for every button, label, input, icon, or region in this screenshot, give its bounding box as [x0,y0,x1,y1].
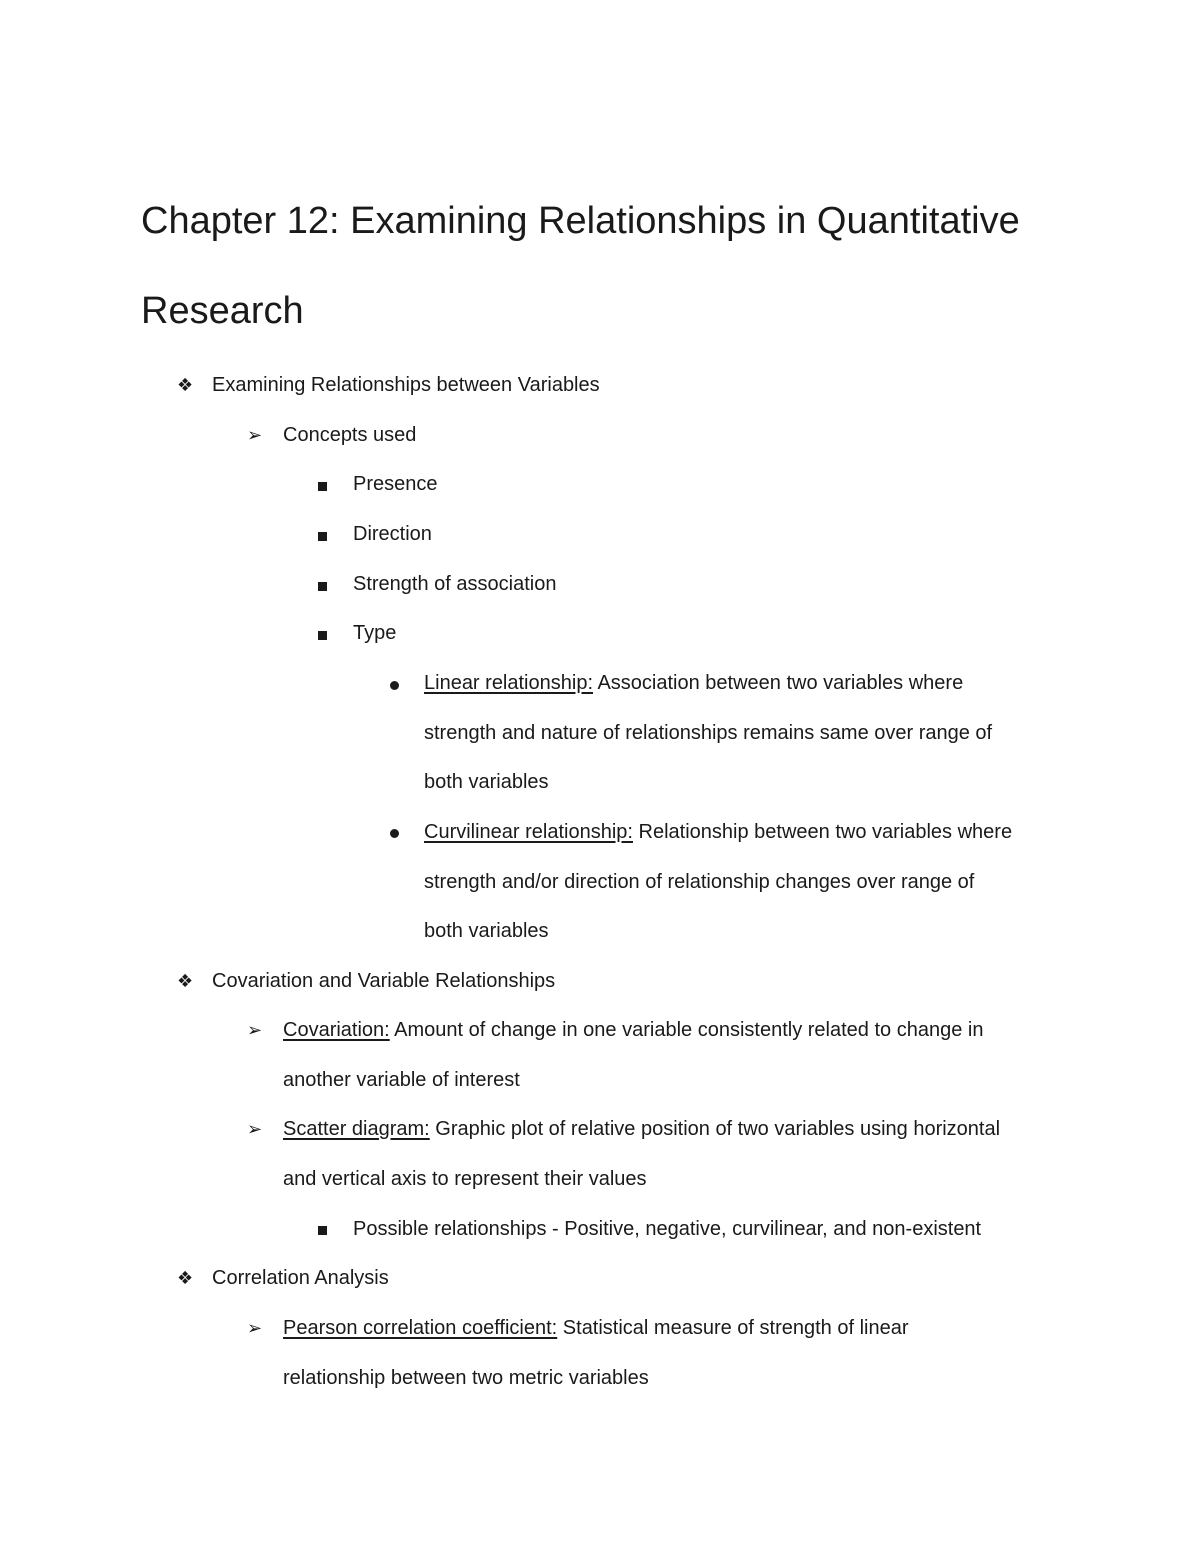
diamond-bullet-icon: ❖ [177,375,194,395]
dot-bullet-icon [390,829,399,838]
list-item: Presence [353,473,438,495]
list-item [283,1018,983,1042]
term-label: Covariation: [283,1019,390,1041]
term-label: Scatter diagram: [283,1118,430,1140]
arrow-bullet-icon: ➢ [247,1318,263,1338]
dot-bullet-icon [390,681,399,690]
arrow-bullet-icon: ➢ [247,425,263,445]
list-item: Possible relationships - Positive, negative, curvilinear, and non-existent [353,1218,982,1240]
definition-text: Relationship between two variables where [632,821,1013,843]
list-item [283,1117,1000,1141]
definition-text: both variables [424,920,549,942]
definition-text: Amount of change in one variable consistently related to change in [389,1019,984,1041]
definition-text: another variable of interest [283,1069,520,1091]
list-item [283,1316,909,1340]
square-bullet-icon [318,1226,327,1235]
definition-text: relationship between two metric variables [283,1367,649,1389]
definition-text: strength and/or direction of relationship changes over range of [424,871,975,893]
arrow-bullet-icon: ➢ [247,1119,263,1139]
term-label: Curvilinear relationship: [424,821,633,843]
list-item [424,671,963,695]
square-bullet-icon [318,532,327,541]
section-heading: Covariation and Variable Relationships [212,970,556,992]
definition-text: strength and nature of relationships remains same over range of [424,722,993,744]
list-item: Strength of association [353,573,557,595]
term-label: Linear relationship: [424,672,593,694]
section-heading: Correlation Analysis [212,1267,389,1289]
definition-text: Association between two variables where [593,672,964,694]
definition-text: Statistical measure of strength of linear [557,1317,909,1339]
list-item [424,820,1012,844]
definition-text: and vertical axis to represent their values [283,1168,647,1190]
list-item: Type [353,622,397,644]
definition-text: Graphic plot of relative position of two variables using horizontal [429,1118,1001,1140]
square-bullet-icon [318,631,327,640]
square-bullet-icon [318,582,327,591]
arrow-bullet-icon: ➢ [247,1020,263,1040]
term-label: Pearson correlation coefficient: [283,1317,558,1339]
list-item: Direction [353,523,432,545]
diamond-bullet-icon: ❖ [177,971,194,991]
square-bullet-icon [318,482,327,491]
page-title: Chapter 12: Examining Relationships in Quantitative Research [141,200,1020,332]
definition-text: both variables [424,771,549,793]
diamond-bullet-icon: ❖ [177,1268,194,1288]
list-item: Concepts used [283,424,417,446]
section-heading: Examining Relationships between Variables [212,374,600,396]
